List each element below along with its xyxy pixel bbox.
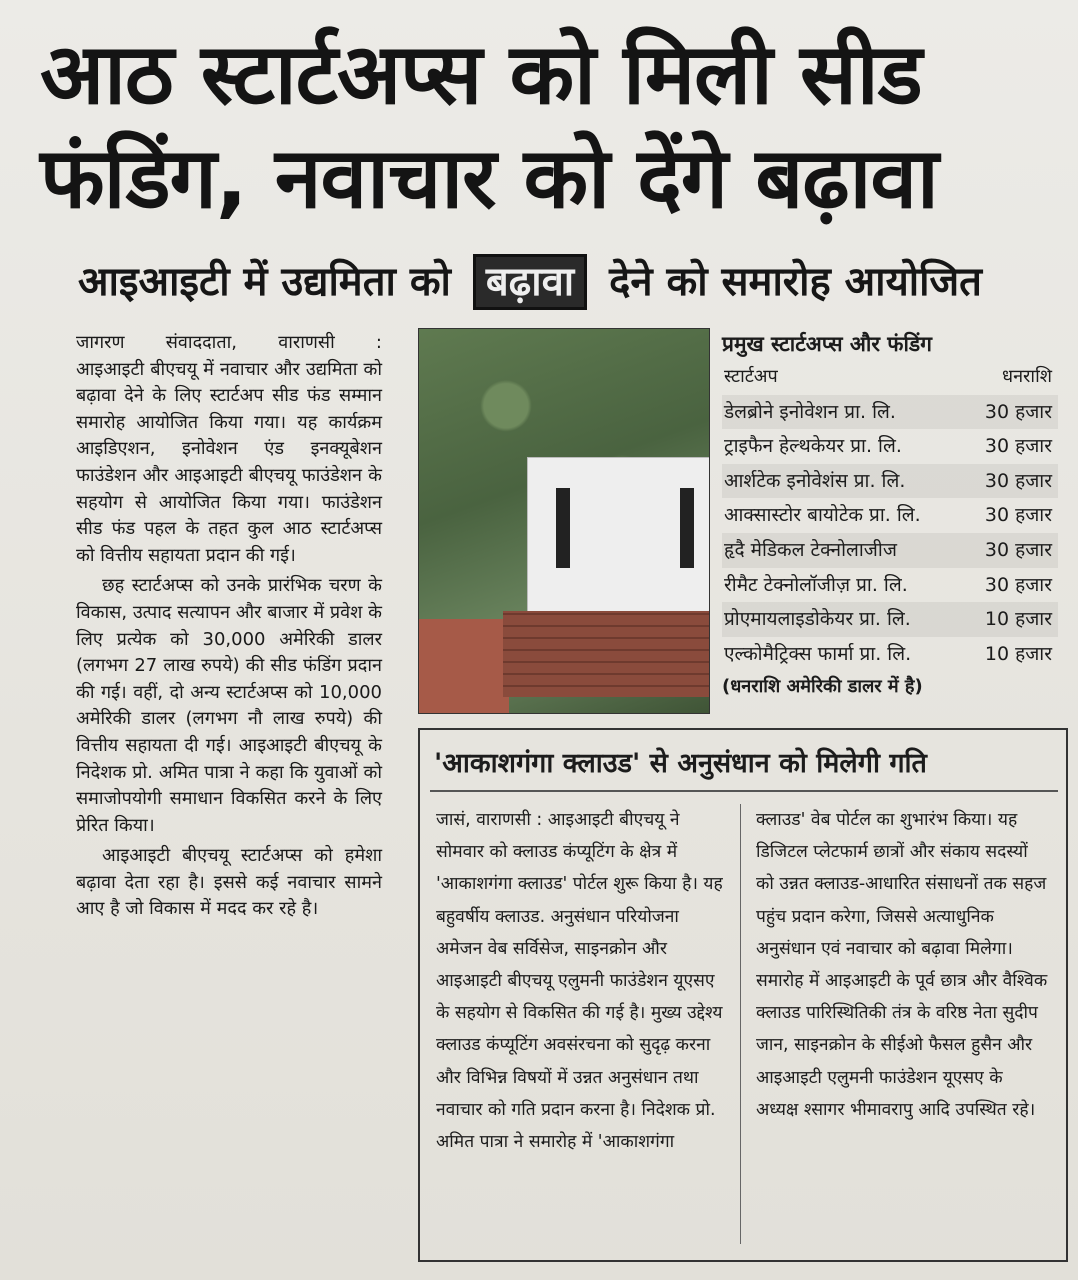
startup-name: रीमैट टेक्नोलॉजीज़ प्रा. लि. bbox=[724, 573, 908, 596]
funding-table-header bbox=[722, 360, 1058, 395]
article-paragraph-2: छह स्टार्टअप्स को उनके प्रारंभिक चरण के विकास, उत्पाद सत्यापन और बाजार में प्रवेश के लिए प्रत्येक को 30,000 अमेरिकी डालर (लगभग 27 लाख रुपये) की सीड फंडिंग प्रदान की गई। वहीं, दो अन्य स्टार्टअप्स को 10,000 अमेरिकी डालर (लगभग नौ लाख रुपये) की वित्तीय सहायता दी गई। आइआइटी बीएचयू के निदेशक प्रो. अमित पात्रा ने कहा कि युवाओं को समाजोपयोगी समाधान विकसित करने के लिए प्रेरित किया। bbox=[76, 575, 382, 836]
subhead-after: देने को समारोह आयोजित bbox=[609, 259, 982, 305]
subhead-boxed-word: बढ़ावा bbox=[473, 254, 587, 310]
cloud-article-column-1: जासं, वाराणसी : आइआइटी बीएचयू ने सोमवार को क्लाउड कंप्यूटिंग के क्षेत्र में 'आकाशगंगा क्लाउड' पोर्टल शुरू किया है। यह बहुवर्षीय क्लाउड. अनुसंधान परियोजना अमेजन वेब सर्विसेज, साइनक्रोन और आइआइटी बीएचयू एलुमनी फाउंडेशन यूएसए के सहयोग से विकसित की गई है। मुख्य उद्देश्य क्लाउड कंप्यूटिंग अवसंरचना को सुदृढ़ करना और विभिन्न विषयों में उन्नत अनुसंधान तथा नवाचार को गति प्रदान करना है। निदेशक प्रो. अमित पात्रा ने समारोह में 'आकाशगंगा bbox=[436, 810, 723, 1153]
subheadline bbox=[78, 252, 1068, 312]
col-amount-header: धनराशि bbox=[1002, 366, 1052, 387]
funding-table-note: (धनराशि अमेरिकी डालर में है) bbox=[722, 676, 923, 698]
photo-ground bbox=[419, 619, 509, 713]
funding-table-title: प्रमुख स्टार्टअप्स और फंडिंग bbox=[722, 332, 932, 356]
cloud-article-column-2: क्लाउड' वेब पोर्टल का शुभारंभ किया। यह डिजिटल प्लेटफार्म छात्रों और संकाय सदस्यों को उन्नत क्लाउड-आधारित संसाधनों तक सहज पहुंच प्रदान करेगा, जिससे अत्याधुनिक अनुसंधान एवं नवाचार को बढ़ावा मिलेगा। समारोह में आइआइटी के पूर्व छात्र और वैश्विक क्लाउड पारिस्थितिकी तंत्र के वरिष्ठ नेता सुदीप जान, साइनक्रोन के सीईओ फैसल हुसैन और आइआइटी एलुमनी फाउंडेशन यूएसए के अध्यक्ष श्सागर भीमावरापु आदि उपस्थित रहे। bbox=[756, 810, 1048, 1120]
headline-line-1: आठ स्टार्टअप्स को मिली सीड bbox=[40, 25, 922, 123]
table-row bbox=[722, 429, 1058, 464]
cloud-article-box bbox=[418, 728, 1068, 1262]
funding-table-body bbox=[722, 395, 1058, 672]
article-paragraph-3: आइआइटी बीएचयू स्टार्टअप्स को हमेशा बढ़ावा देता रहा है। इससे कई नवाचार सामने आए है जो विकास में मदद कर रहे है। bbox=[76, 845, 382, 920]
startup-amount: 30 हजार bbox=[984, 573, 1052, 596]
cloud-title-rule bbox=[430, 790, 1058, 792]
subhead-before: आइआइटी में उद्यमिता को bbox=[78, 259, 451, 305]
startup-amount: 30 हजार bbox=[984, 538, 1052, 561]
iit-signboard bbox=[527, 457, 710, 619]
main-article-column bbox=[76, 330, 382, 923]
startup-amount: 30 हजार bbox=[984, 400, 1052, 423]
startup-amount: 30 हजार bbox=[984, 469, 1052, 492]
table-row bbox=[722, 464, 1058, 499]
table-row bbox=[722, 637, 1058, 672]
startup-name: हृदै मेडिकल टेक्नोलाजीज bbox=[724, 538, 897, 561]
startup-name: प्रोएमायलाइडोकेयर प्रा. लि. bbox=[724, 608, 911, 631]
table-row bbox=[722, 533, 1058, 568]
iit-logo-icon bbox=[556, 488, 694, 568]
col-startup-header: स्टार्टअप bbox=[724, 366, 778, 387]
startup-name: ट्राइफैन हेल्थकेयर प्रा. लि. bbox=[724, 435, 902, 458]
startup-name: एल्कोमैट्रिक्स फार्मा प्रा. लि. bbox=[724, 642, 912, 665]
startup-name: आर्शटेक इनोवेशंस प्रा. लि. bbox=[724, 469, 906, 492]
startup-name: डेलब्रोने इनोवेशन प्रा. लि. bbox=[724, 400, 896, 423]
cloud-article-title: 'आकाशगंगा क्लाउड' से अनुसंधान को मिलेगी गति bbox=[434, 748, 927, 779]
headline bbox=[40, 22, 1060, 230]
iit-sign-photo bbox=[418, 328, 710, 714]
headline-line-2: फंडिंग, नवाचार को देंगे बढ़ावा bbox=[40, 129, 938, 227]
table-row bbox=[722, 568, 1058, 603]
startup-amount: 30 हजार bbox=[984, 435, 1052, 458]
article-paragraph-1: आइआइटी बीएचयू में नवाचार और उद्यमिता को बढ़ावा देने के लिए स्टार्टअप सीड फंड सम्मान समारोह आयोजित किया गया। यह कार्यक्रम आइडिएशन, इनोवेशन एंड इनक्यूबेशन फाउंडेशन और आइआइटी बीएचयू फाउंडेशन के सहयोग से आयोजित किया गया। फाउंडेशन सीड फंड पहल के तहत कुल आठ स्टार्टअप्स को वित्तीय सहायता प्रदान की गई। bbox=[76, 358, 382, 566]
startup-amount: 10 हजार bbox=[984, 642, 1052, 665]
funding-table bbox=[722, 328, 1058, 703]
startup-amount: 10 हजार bbox=[984, 608, 1052, 631]
startup-amount: 30 हजार bbox=[984, 504, 1052, 527]
column-divider bbox=[740, 804, 741, 1244]
brick-wall bbox=[503, 611, 709, 697]
startup-name: आक्सास्टोर बायोटेक प्रा. लि. bbox=[724, 504, 921, 527]
table-row bbox=[722, 498, 1058, 533]
table-row bbox=[722, 602, 1058, 637]
table-row bbox=[722, 395, 1058, 430]
dateline: जागरण संवाददाता, वाराणसी : bbox=[76, 332, 382, 353]
